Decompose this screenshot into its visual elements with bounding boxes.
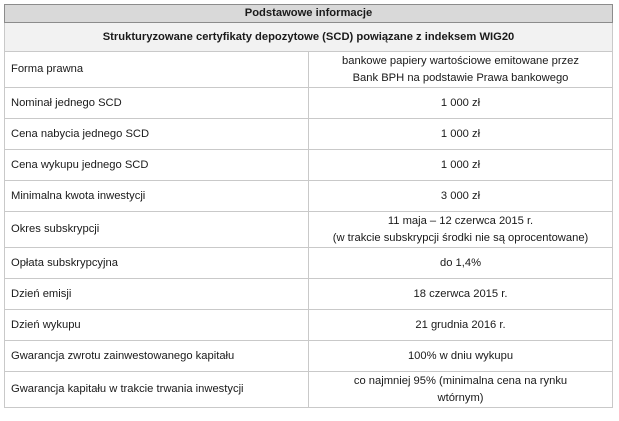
row-value-line: 11 maja – 12 czerwca 2015 r. (387, 214, 534, 227)
row-label: Minimalna kwota inwestycji (5, 181, 309, 212)
row-value: 1 000 zł (309, 88, 613, 119)
row-value: 18 czerwca 2015 r. (309, 279, 613, 310)
row-value-line: Bank BPH na podstawie Prawa bankowego (352, 71, 569, 84)
row-value: 100% w dniu wykupu (309, 341, 613, 372)
table-row (5, 310, 613, 341)
row-label: Cena wykupu jednego SCD (5, 150, 309, 181)
row-value-line: (w trakcie subskrypcji środki nie są oprocentowane) (332, 231, 589, 244)
row-value: do 1,4% (309, 248, 613, 279)
row-value: 1 000 zł (309, 119, 613, 150)
table-row (5, 52, 613, 88)
table-row (5, 248, 613, 279)
row-value-line: co najmniej 95% (minimalna cena na rynku (353, 374, 568, 387)
row-label: Opłata subskrypcyjna (5, 248, 309, 279)
info-table-container (4, 4, 613, 408)
row-value (309, 372, 613, 408)
table-subtitle: Strukturyzowane certyfikaty depozytowe (SCD) powiązane z indeksem WIG20 (5, 23, 613, 52)
row-label: Forma prawna (5, 52, 309, 88)
table-title: Podstawowe informacje (5, 5, 613, 23)
table-row (5, 279, 613, 310)
table-row (5, 119, 613, 150)
table-row (5, 181, 613, 212)
row-label: Nominał jednego SCD (5, 88, 309, 119)
row-value (309, 52, 613, 88)
row-label: Dzień wykupu (5, 310, 309, 341)
row-value: 21 grudnia 2016 r. (309, 310, 613, 341)
table-row (5, 372, 613, 408)
row-value-line: bankowe papiery wartościowe emitowane przez (342, 54, 579, 67)
table-header-row (5, 5, 613, 23)
row-label: Gwarancja zwrotu zainwestowanego kapitału (5, 341, 309, 372)
row-label: Dzień emisji (5, 279, 309, 310)
row-label: Cena nabycia jednego SCD (5, 119, 309, 150)
row-value: 1 000 zł (309, 150, 613, 181)
row-value (309, 212, 613, 248)
table-row (5, 212, 613, 248)
table-row (5, 150, 613, 181)
row-label: Gwarancja kapitału w trakcie trwania inwestycji (5, 372, 309, 408)
row-value: 3 000 zł (309, 181, 613, 212)
row-label: Okres subskrypcji (5, 212, 309, 248)
row-value-line: wtórnym) (437, 391, 484, 404)
table-row (5, 88, 613, 119)
table-row (5, 341, 613, 372)
table-subtitle-row (5, 23, 613, 52)
info-table (4, 4, 613, 408)
